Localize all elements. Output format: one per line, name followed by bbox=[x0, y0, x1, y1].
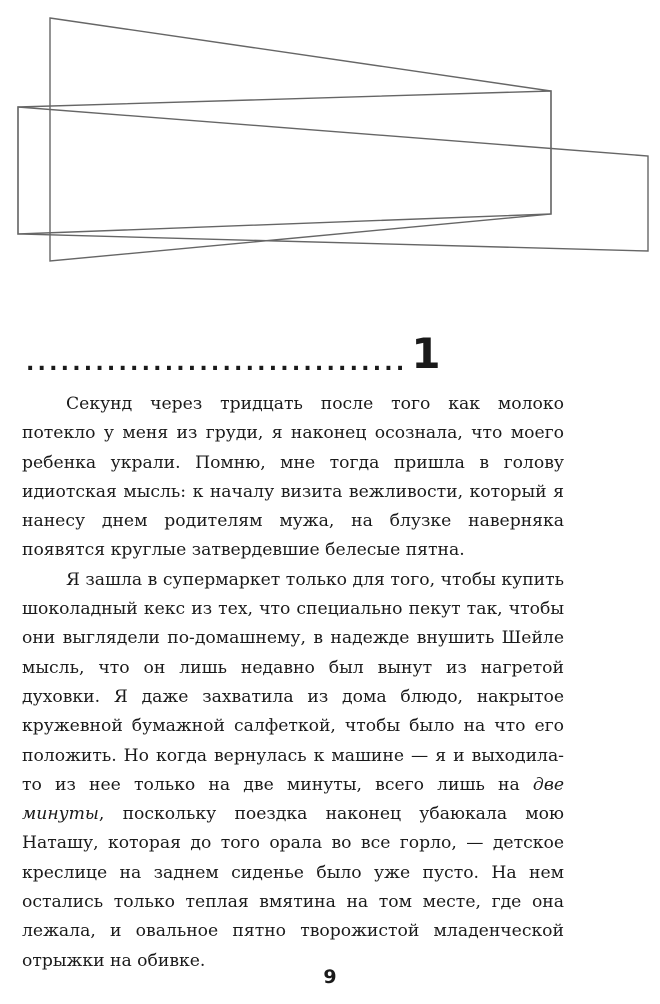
paragraph-2 bbox=[22, 566, 564, 976]
page-number: 9 bbox=[323, 966, 337, 988]
paragraph-1: Секунд через тридцать после того как молоко потекло у меня из груди, я наконец осознала, что моего ребенка украли. Помню, мне тогда пришла в голову идиотская мысль: к началу визита вежливости, который я нанесу днем родителям мужа, на блузке наверняка появятся круглые затвердевшие белесые пятна. bbox=[22, 394, 564, 561]
decorative-frames-illustration bbox=[0, 0, 660, 300]
paragraph-2-italic: две минуты bbox=[22, 774, 564, 825]
paragraph-2-part-2: , поскольку поездка наконец убаюкала мою Наташу, которая до того орала во все горло, — детское креслице на заднем сиденье было уже пусто. На нем остались только теплая вмятина на том месте, где она лежала, и овальное пятно творожистой младенческой отрыжки на обивке. bbox=[22, 804, 564, 971]
chapter-heading bbox=[26, 329, 441, 378]
chapter-leader-dots: ................................. bbox=[26, 351, 408, 376]
frame-top bbox=[50, 18, 551, 261]
body-text bbox=[22, 390, 564, 976]
paragraph-2-part-1: Я зашла в супермаркет только для того, чтобы купить шоколадный кекс из тех, что специально пекут так, чтобы они выглядели по-домашнему, в надежде внушить Шейле мысль, что он лишь недавно был вынут из нагретой духовки. Я даже захватила из дома блюдо, накрытое кружевной бумажной салфеткой, чтобы было на что его положить. Но когда вернулась к машине — я и выходила-то из нее только на две минуты, всего лишь на bbox=[22, 569, 564, 795]
frame-right bbox=[18, 107, 648, 251]
chapter-number: 1 bbox=[411, 329, 441, 378]
frame-middle bbox=[18, 91, 551, 234]
